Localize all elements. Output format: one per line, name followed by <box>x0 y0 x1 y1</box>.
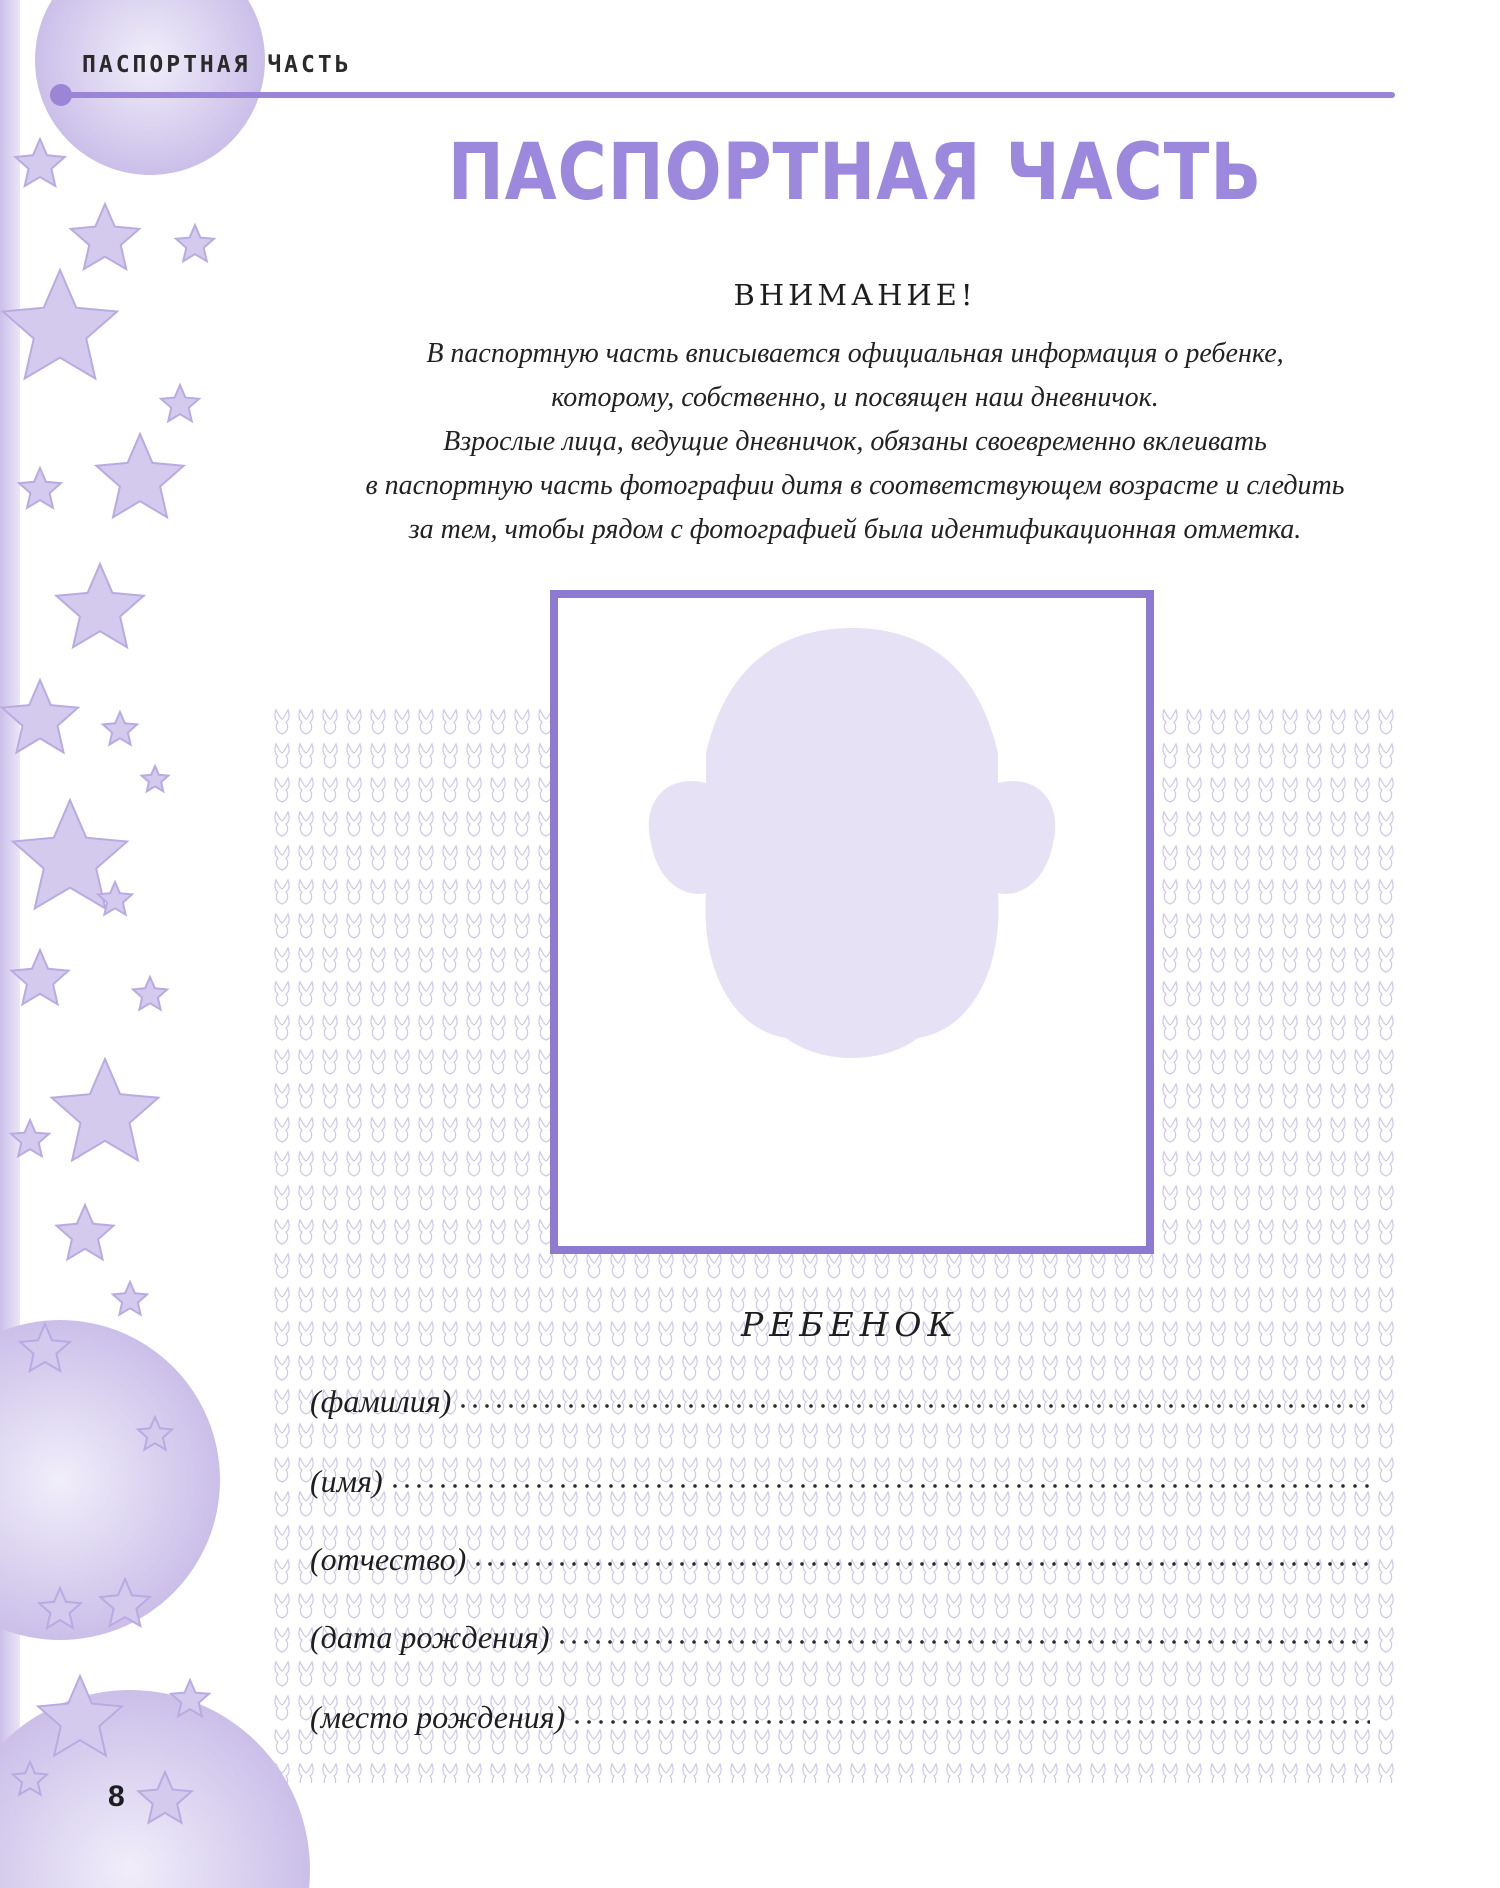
header-rule <box>60 92 1395 98</box>
surname-field[interactable] <box>310 1370 1370 1420</box>
attention-line: за тем, чтобы рядом с фотографией была идентификационная отметка. <box>408 514 1302 545</box>
child-head-silhouette <box>558 598 1146 1246</box>
page-number: 8 <box>108 1780 125 1813</box>
star-shape <box>56 564 143 647</box>
field-label: (дата рождения) <box>310 1619 550 1655</box>
dotted-line <box>389 1481 1370 1491</box>
star-shape <box>98 882 132 915</box>
field-label: (место рождения) <box>310 1699 566 1735</box>
star-shape <box>12 950 69 1004</box>
star-shape <box>161 385 199 421</box>
star-shape <box>176 225 214 261</box>
attention-line: Взрослые лица, ведущие дневничок, обязаны своевременно вклеивать <box>443 426 1267 457</box>
dotted-line <box>457 1401 1370 1411</box>
attention-heading: ВНИМАНИЕ! <box>733 278 977 312</box>
star-shape <box>15 139 64 186</box>
star-shape <box>133 977 167 1010</box>
dotted-line <box>556 1637 1371 1647</box>
star-shape <box>103 712 137 745</box>
star-shape <box>113 1282 147 1315</box>
page-title: ПАСПОРТНАЯ ЧАСТЬ <box>447 128 1263 218</box>
star-shape <box>19 468 61 508</box>
attention-line: в паспортную часть фотографии дитя в соответствующем возрасте и следить <box>365 470 1345 501</box>
attention-line: которому, собственно, и посвящен наш дневничок. <box>551 382 1159 413</box>
birth-place-field[interactable] <box>310 1686 1370 1736</box>
star-shape <box>71 204 139 269</box>
field-label: (отчество) <box>310 1541 467 1577</box>
dotted-line <box>472 1559 1370 1569</box>
first-name-field[interactable] <box>310 1450 1370 1500</box>
dotted-line <box>571 1717 1370 1727</box>
star-shape <box>142 766 169 791</box>
running-header: ПАСПОРТНАЯ ЧАСТЬ <box>82 52 352 78</box>
star-shape <box>96 434 183 517</box>
child-form-heading: РЕБЕНОК <box>740 1305 959 1344</box>
field-label: (имя) <box>310 1463 383 1499</box>
photo-frame[interactable] <box>550 590 1154 1254</box>
star-shape <box>52 1059 159 1160</box>
field-label: (фамилия) <box>310 1383 452 1419</box>
star-shape <box>3 270 117 379</box>
attention-line: В паспортную часть вписывается официальная информация о ребенке, <box>426 338 1284 369</box>
birth-date-field[interactable] <box>310 1606 1370 1656</box>
attention-text <box>300 332 1410 552</box>
patronymic-field[interactable] <box>310 1528 1370 1578</box>
star-shape <box>57 1205 114 1259</box>
